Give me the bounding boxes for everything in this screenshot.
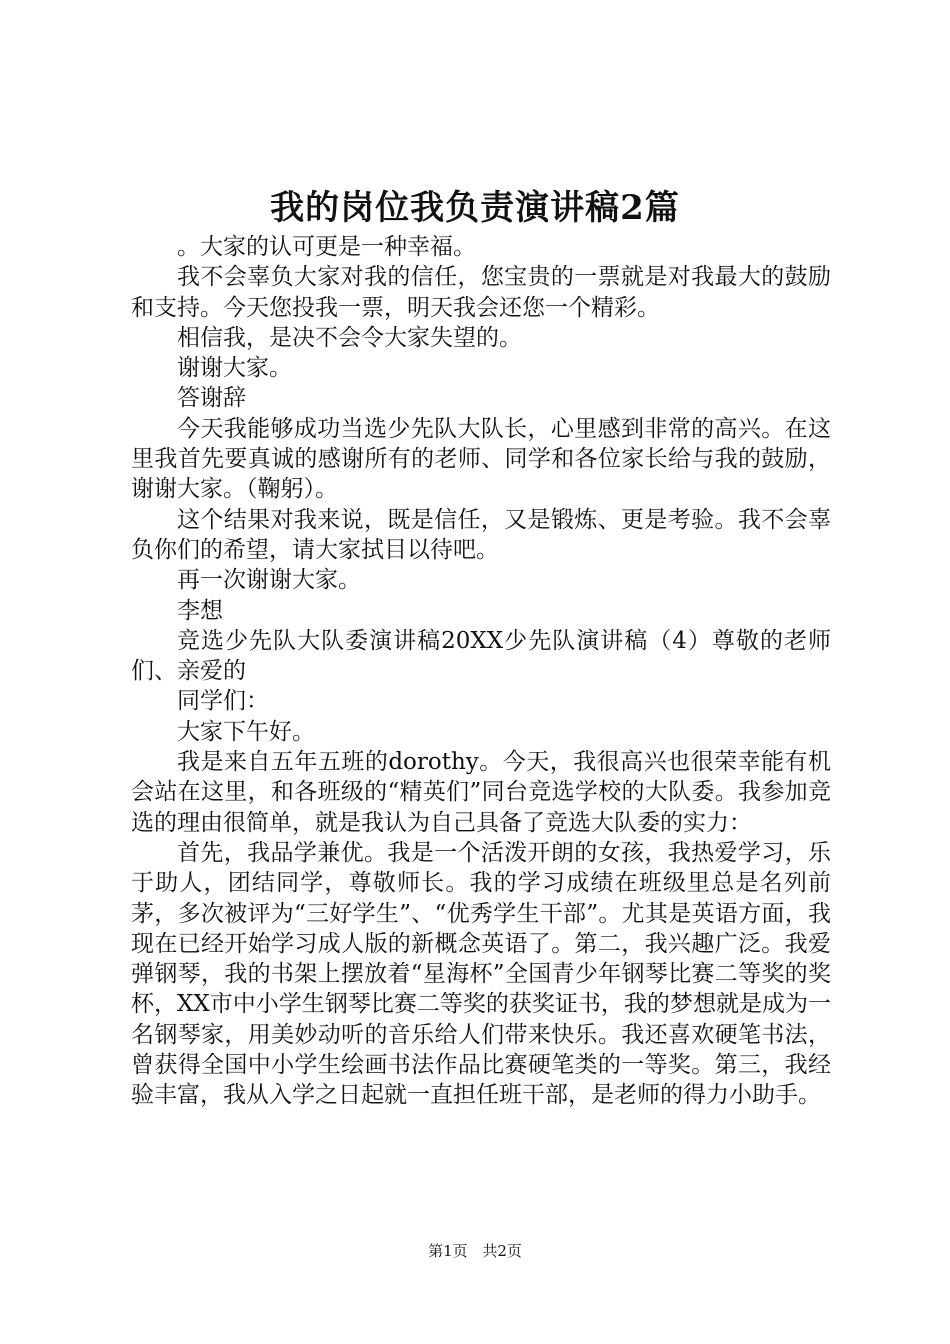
paragraph: 再一次谢谢大家。	[177, 567, 361, 594]
paragraph: 李想	[177, 597, 223, 624]
document-body	[131, 232, 831, 1111]
page-footer	[0, 1240, 950, 1262]
paragraph: 大家下午好。	[177, 718, 315, 745]
paragraph: 答谢辞	[177, 385, 246, 412]
page-total: 共2页	[482, 1242, 522, 1260]
paragraph: 同学们：	[177, 688, 269, 715]
paragraph: 竞选少先队大队委演讲稿20XX少先队演讲稿（4）尊敬的老师们、亲爱的	[131, 627, 831, 685]
paragraph: 我是来自五年五班的dorothy。今天，我很高兴也很荣幸能有机会站在这里，和各班级的“精英们”同台竞选学校的大队委。我参加竞选的理由很简单，就是我认为自己具备了竞选大队委的实力：	[131, 749, 831, 836]
paragraph: 谢谢大家。	[177, 355, 292, 382]
paragraph: 我不会辜负大家对我的信任，您宝贵的一票就是对我最大的鼓励和支持。今天您投我一票，明天我会还您一个精彩。	[131, 264, 831, 321]
paragraph: 今天我能够成功当选少先队大队长，心里感到非常的高兴。在这里我首先要真诚的感谢所有的老师、同学和各位家长给与我的鼓励，谢谢大家。（鞠躬）。	[131, 415, 831, 503]
paragraph: 首先，我品学兼优。我是一个活泼开朗的女孩，我热爱学习，乐于助人，团结同学，尊敬师长。我的学习成绩在班级里总是名列前茅，多次被评为“三好学生”、“优秀学生干部”。尤其是英语方面，我现在已经开始学习成人版的新概念英语了。第二，我兴趣广泛。我爱弹钢琴，我的书架上摆放着“星海杯”全国青少年钢琴比赛二等奖的奖杯，XX市中小学生钢琴比赛二等奖的获奖证书，我的梦想就是成为一名钢琴家，用美妙动听的音乐给人们带来快乐。我还喜欢硬笔书法，曾获得全国中小学生绘画书法作品比赛硬笔类的一等奖。第三，我经验丰富，我从入学之日起就一直担任班干部，是老师的得力小助手。	[131, 839, 831, 1109]
page-number: 第1页	[428, 1242, 468, 1260]
paragraph: 相信我，是决不会令大家失望的。	[177, 324, 522, 351]
paragraph: 这个结果对我来说，既是信任，又是锻炼、更是考验。我不会辜负你们的希望，请大家拭目以待吧。	[131, 506, 831, 563]
paragraph: 。大家的认可更是一种幸福。	[177, 234, 476, 260]
document-title: 我的岗位我负责演讲稿2篇	[270, 188, 680, 228]
